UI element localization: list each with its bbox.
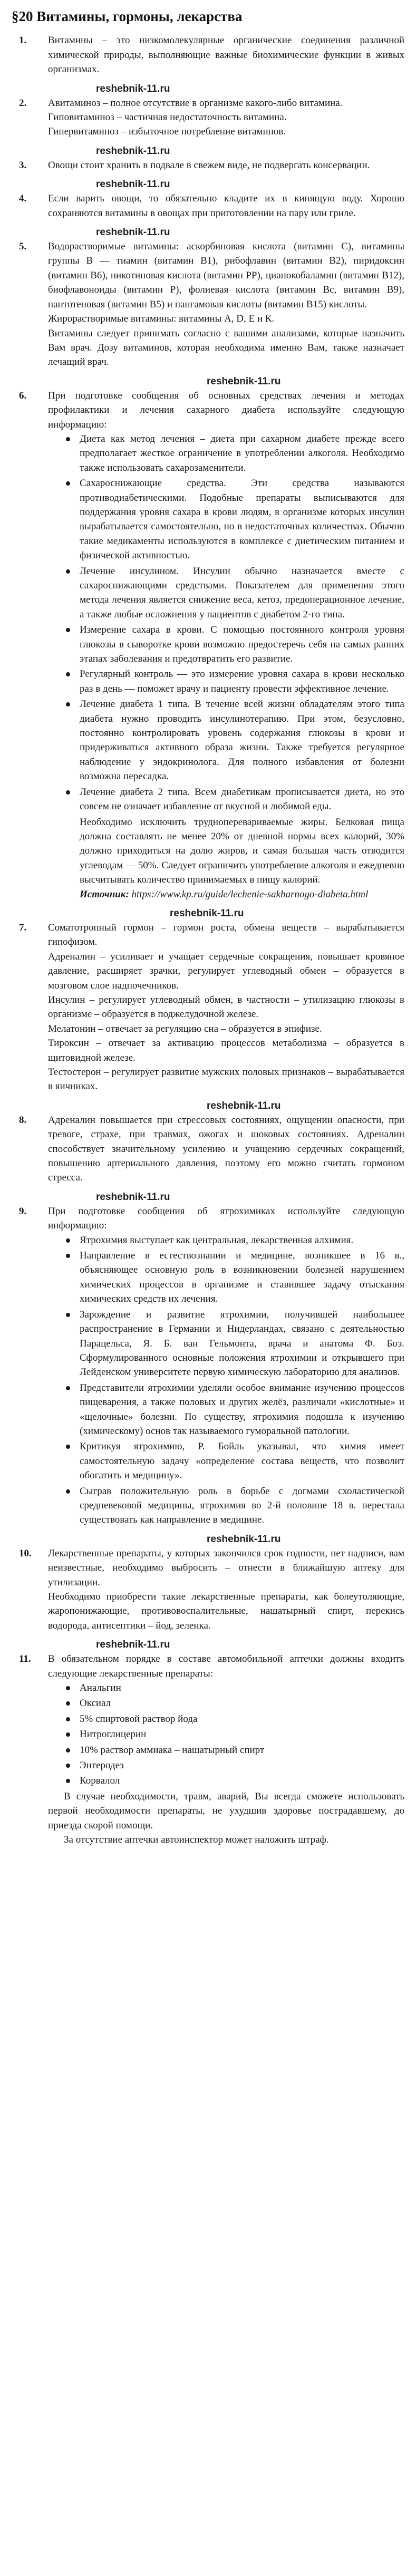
page-title: §20 Витамины, гормоны, лекарства [12,8,243,24]
answer-text: Тироксин – отвечает за активацию процессов метаболизма – образуется в щитовидной железе. [48,1038,404,1063]
answer-3 [12,158,404,172]
answer-7 [12,921,404,1094]
answer-9 [12,1204,404,1527]
answer-11 [12,1652,404,1847]
watermark: reshebnik-11.ru [207,375,281,387]
source-link[interactable]: https://www.kp.ru/guide/lechenie-sakharnogo-diabeta.html [131,888,369,900]
watermark: reshebnik-11.ru [96,83,170,94]
answer-text: Необходимо приобрести такие лекарственные препараты, как болеутоляющие, жаропонижающие, противовоспалительные, нашатырный спирт, перекись водорода, антисептики – йод, зеленка. [48,1591,404,1631]
list-item: Анальгин [64,1681,404,1695]
watermark-row [12,1099,404,1113]
watermark-row [12,1190,404,1204]
watermark: reshebnik-11.ru [170,907,244,919]
answer-1 [12,33,404,76]
answer-text: При подготовке сообщения об основных средствах лечения и методах профилактики и лечения сахарного диабета используйте следующую информацию: [48,390,404,430]
answer-text: Соматотропный гормон – гормон роста, обмена веществ – вырабатывается гипофизом. [48,922,404,948]
watermark: reshebnik-11.ru [96,1191,170,1203]
list-item: Оксиал [64,1696,404,1710]
answer-text: За отсутствие аптечки автоинспектор может наложить штраф. [64,1834,329,1846]
answer-number: 6. [19,390,27,401]
answer-number: 7. [19,922,27,933]
list-item: Лечение инсулином. Инсулин обычно назначается вместе с сахароснижающими средствами. Показателем для применения этого метода лечения является снижение веса, кетоз, предоперационное лечение, а также любые осложнения у пациентов с диабетом 2-го типа. [64,564,404,622]
answer-number: 5. [19,241,27,253]
list-item: 5% спиртовой раствор йода [64,1712,404,1726]
answer-5 [12,239,404,370]
list-item: Измерение сахара в крови. С помощью постоянного контроля уровня глюкозы в сыворотке крови возможно предостеречь себя на самых ранних этапах заболевания и предотвратить его развитие. [64,623,404,666]
answer-text: Мелатонин – отвечает за регуляцию сна – образуется в эпифизе. [48,1023,322,1034]
answer-number: 2. [19,97,27,109]
list-item: Регулярный контроль — это измерение уровня сахара в крови несколько раз в день — поможет врачу и пациенту провести эффективное лечение. [64,667,404,696]
list-item: Нитроглицерин [64,1727,404,1741]
answer-text: Если варить овощи, то обязательно кладите их в кипящую воду. Хорошо сохраняются витамины в овощах при приготовлении на пару или гриле. [48,193,404,219]
answer-4 [12,191,404,220]
answer-number: 11. [19,1653,31,1665]
answer-text: Витамины следует принимать согласно с вашими анализами, которые назначить Вам врач. Дозу витаминов, которая необходима именно Вам, также назначает лечащий врач. [48,327,404,368]
answer-text: Адреналин – усиливает и учащает сердечные сокращения, повышает кровяное давление, расширяет зрачки, регулирует углеводный обмен – образуется в мозговом слое надпочечников. [48,951,404,991]
answer-text: При подготовке сообщения об ятрохимиках используйте следующую информацию: [48,1205,404,1232]
source-line [80,887,404,902]
answer-number: 3. [19,159,27,171]
watermark-row [12,226,404,239]
list-item: 10% раствор аммиака – нашатырный спирт [64,1743,404,1757]
list-item: Энтеродез [64,1758,404,1773]
watermark: reshebnik-11.ru [96,179,170,190]
watermark: reshebnik-11.ru [96,145,170,157]
answer-number: 10. [19,1547,32,1559]
watermark-row [12,144,404,158]
bullet-list [64,432,404,814]
list-item: Лечение диабета 1 типа. В течение всей жизни обладателям этого типа диабета нужно проводить инсулинотерапию. При этом, безусловно, постоянно контролировать уровень содержания глюкозы в крови и придерживаться активного образа жизни. Также требуется регулярное наблюдение у эндокринолога. Для полного избавления от болезни возможна пересадка. [64,697,404,783]
answer-text: Водорастворимые витамины: аскорбиновая кислота (витамин С), витамины группы В — тиамин (витамин В1), рибофлавин (витамин В2), пиридоксин (витамин В6), никотиновая кислота (витамин РР), цианокобаламин (витамин В12), биофлавоноиды (витамин Р), фолиевая кислота (витамин Вс, витамин В9), пантотеновая (витамин В5) и пангамовая кислоты (витамин В15) кислоты. [48,241,404,310]
answer-text: Жирорастворимые витамины: витамины А, D, Е и К. [48,313,275,325]
answer-text: В обязательном порядке в составе автомобильной аптечки должны входить следующие лекарственные препараты: [48,1653,404,1679]
list-item: Корвалол [64,1774,404,1788]
watermark-row [12,1638,404,1652]
answer-text: Овощи стоит хранить в подвале в свежем виде, не подвергать консервации. [48,159,370,171]
answer-number: 1. [19,35,27,46]
list-item: Критикуя ятрохимию, Р. Бойль указывал, что химия имеет самостоятельную задачу «определение состава веществ, что позволит обогатить и медицину». [64,1439,404,1483]
answer-text: Витамины – это низкомолекулярные органические соединения различной химической природы, выполняющие важные биохимические функции в живых организмах. [48,35,404,75]
answer-text: В случае необходимости, травм, аварий, Вы всегда сможете использовать первой необходимости препараты, не ухудшив здоровье пострадавшему, до приезда скорой помощи. [48,1790,404,1831]
answer-text: Авитаминоз – полное отсутствие в организме какого-либо витамина. [48,97,343,109]
answer-text: Инсулин – регулирует углеводный обмен, в частности – утилизацию глюкозы в организме – образуется в поджелудочной железе. [48,994,404,1020]
answer-6 [12,389,404,902]
answer-2 [12,96,404,139]
watermark-row [12,178,404,191]
answer-8 [12,1113,404,1185]
list-item: Направление в естествознании и медицине, возникшее в 16 в., объясняющее основную роль в возникновении болезней нарушением химических процессов в организме и ставившее задачу отыскания химических средств их лечения. [64,1248,404,1306]
list-item: Зарождение и развитие ятрохимии, получившей наибольшее распространение в Германии и Нидерландах, связано с деятельностью Парацельса, Я. Б. ван Гельмонта, врача и анатома Ф. Боэ. Сформулированного основные положения ятрохимии и открывшего при Лейденском университете первую химическую лабораторию для анализов. [64,1308,404,1380]
list-item: Сыграв положительную роль в борьбе с догмами схоластической средневековой медицины, ятрохимия во 2-й половине 18 в. перестала существовать как направление в медицине. [64,1484,404,1527]
answer-number: 9. [19,1205,27,1217]
answer-number: 4. [19,193,27,205]
bullet-list [64,1681,404,1788]
watermark-row [12,907,404,921]
watermark-row [12,1533,404,1546]
answer-number: 8. [19,1114,27,1126]
watermark: reshebnik-11.ru [207,1533,281,1545]
watermark: reshebnik-11.ru [207,1100,281,1111]
watermark-row [12,82,404,96]
source-label: Источник: [80,888,129,900]
answer-text: Лекарственные препараты, у которых закончился срок годности, нет надписи, вам неизвестные, необходимо выбросить – отнести в ближайшую аптеку для утилизации. [48,1547,404,1588]
bullet-list [64,1233,404,1527]
answer-text: Необходимо исключить трудноперевариваемые жиры. Белковая пища должна составлять не менее 20% от дневной нормы всех калорий, 30% должно приходиться на долю жиров, и самая большая часть отводится углеводам — 50%. Следует ограничить употребление алкоголя и ежедневно высчитывать количество принимаемых в пищу калорий. [80,816,404,886]
watermark-row [12,375,404,389]
answer-10 [12,1546,404,1633]
list-item: Представители ятрохимии уделяли особое внимание изучению процессов пищеварения, а также половых и других желёз, различали «кислотные» и «щелочные» болезни. По существу, ятрохимия подошла к изучению (химическому) основ так называемого гуморальной патологии. [64,1381,404,1439]
answer-text: Гиповитаминоз – частичная недостаточность витамина. [48,112,287,123]
list-item: Сахароснижающие средства. Эти средства называются противодиабетическими. Подобные препараты выписываются для поддержания уровня сахара в крови людям, в организме которых инсулин вырабатывается самостоятельно, но в недостаточных количествах. Обычно такие медикаменты используются в комплексе с диетическим питанием и физической активностью. [64,476,404,563]
answer-text: Адреналин повышается при стрессовых состояниях, ощущении опасности, при тревоге, страхе, при травмах, ожогах и шоковых состояниях. Адреналин способствует значительному усилению и учащению сердечных сокращений, повышению артериального давления, поэтому его можно считать гормоном стресса. [48,1114,404,1184]
list-item: Лечение диабета 2 типа. Всем диабетикам прописывается диета, но это совсем не означает избавление от вкусной и любимой еды. [64,785,404,814]
watermark: reshebnik-11.ru [96,1639,170,1651]
list-item: Диета как метод лечения – диета при сахарном диабете прежде всего предполагает жесткое ограничение в употреблении алкоголя. Необходимо также использовать сахарозаменители. [64,432,404,475]
answer-text: Тестостерон – регулирует развитие мужских половых признаков – вырабатывается в яичниках. [48,1067,404,1092]
watermark: reshebnik-11.ru [96,227,170,238]
answer-text: Гипервитаминоз – избыточное потребление витаминов. [48,126,286,138]
list-item: Ятрохимия выступает как центральная, лекарственная алхимия. [64,1233,404,1247]
